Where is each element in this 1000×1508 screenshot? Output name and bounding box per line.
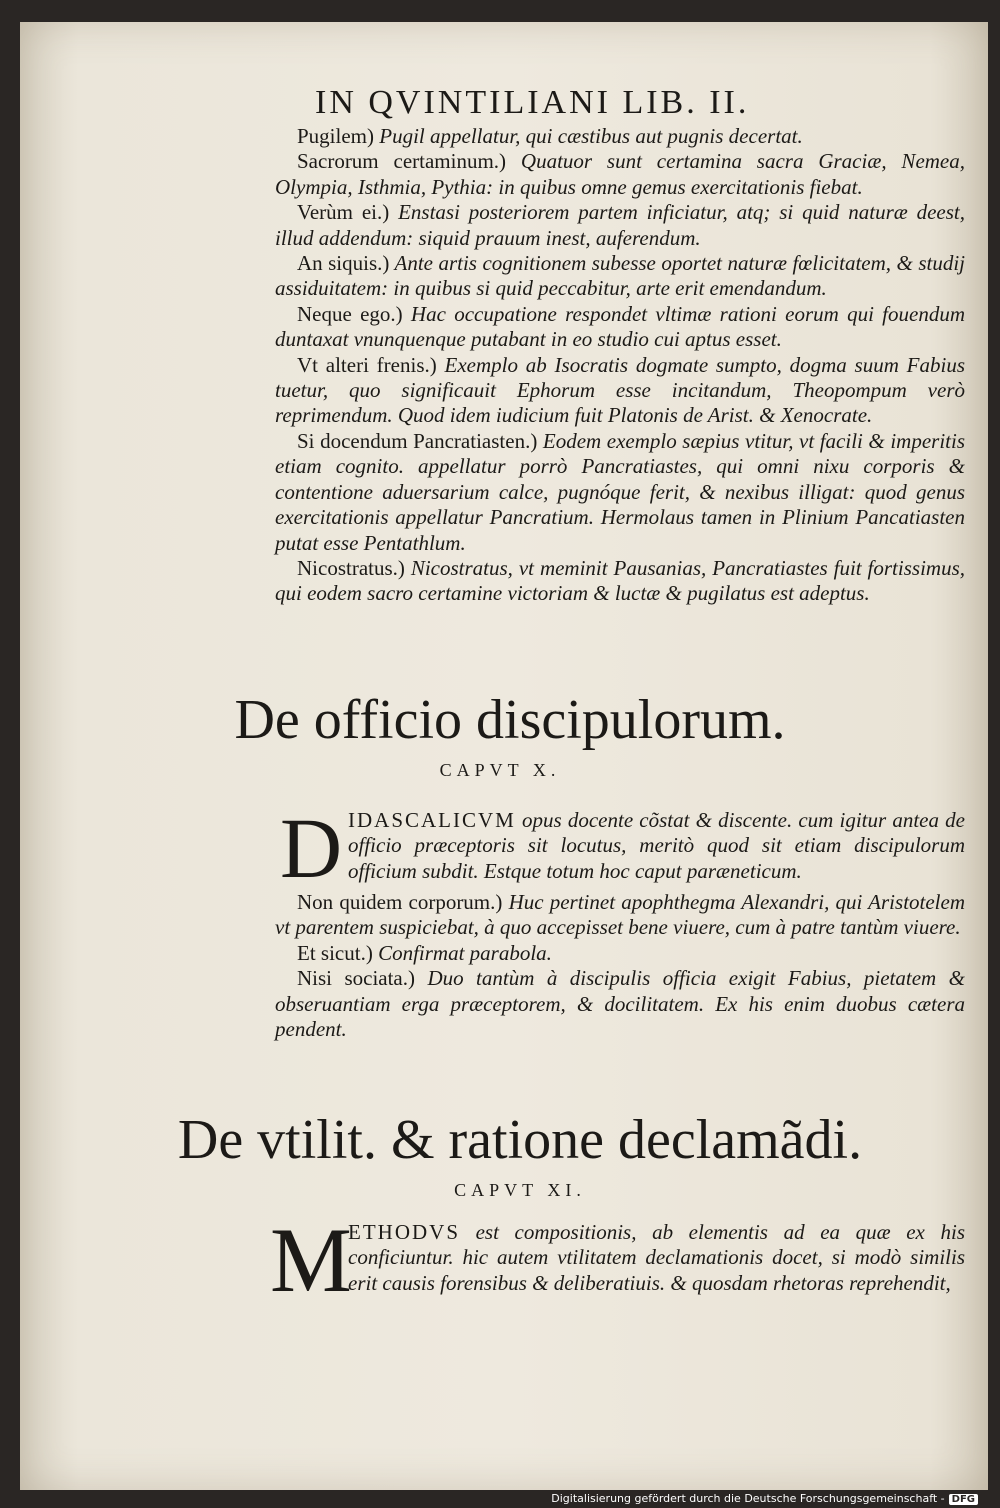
- chapter-10-dropcap: D: [280, 800, 343, 896]
- gloss-entry: [275, 124, 965, 149]
- chapter-11-opening-text: est compositionis, ab elementis ad ea quæ ex his conficiuntur. hic autem vtilitatem declamationis docet, si modò similis erit causis forensibus & deliberatiuis. & quosdam rhetoras reprehendit,: [348, 1220, 965, 1295]
- chapter-10-opening-text: opus docente cõstat & discente. cum igitur antea de officio præceptoris sit locutus, meritò quod sit etiam discipulorum officium subdit. Estque totum hoc caput paræneticum.: [348, 808, 965, 883]
- gloss-entry: [275, 251, 965, 302]
- credit-text: Digitalisierung gefördert durch die Deutsche Forschungsgemeinschaft -: [551, 1492, 945, 1505]
- gloss-entry: [275, 200, 965, 251]
- chapter-11-opening: [348, 1220, 965, 1296]
- lemma: Et sicut.): [297, 940, 373, 965]
- lemma: Neque ego.): [297, 301, 403, 326]
- chapter-10-opening-caps: IDASCALICVM: [348, 808, 516, 832]
- gloss-entry: [275, 941, 965, 966]
- gloss-entry: [275, 149, 965, 200]
- gloss-text: Hac occupatione respondet vltimæ rationi eorum qui fouendum duntaxat vnunquenque putabant in eo studio cui aptus esset.: [275, 301, 965, 352]
- gloss-entry: [275, 302, 965, 353]
- lemma: Non quidem corporum.): [297, 890, 503, 914]
- gloss-text: Huc pertinet apophthegma Alexandri, qui Aristotelem vt parentem suspiciebat, à quo accepisset bene viuere, cum à patre tantùm viuere.: [275, 890, 965, 940]
- gloss-entry: [275, 890, 965, 941]
- gloss-entry: [275, 966, 965, 1042]
- chapter-10-opening: [348, 808, 965, 884]
- gloss-text: Ante artis cognitionem subesse oportet naturæ fœlicitatem, & studij assiduitatem: in quibus si quid peccabitur, arte erit emendandum.: [275, 251, 965, 301]
- chapter-10-notes: [275, 890, 965, 1042]
- running-title: IN QVINTILIANI LIB. II.: [315, 84, 750, 121]
- lemma: Nisi sociata.): [297, 966, 415, 991]
- lemma: Nicostratus.): [297, 555, 405, 580]
- gloss-text: Exemplo ab Isocratis dogmate sumpto, dogma suum Fabius tuetur, quo significauit Ephorum esse incitandum, Theopompum verò reprimendum. Quod idem iudicium fuit Platonis de Arist. & Xenocrate.: [275, 352, 965, 428]
- commentary-block: [275, 124, 965, 607]
- chapter-10-title: De officio discipulorum.: [234, 689, 786, 751]
- chapter-11-dropcap: M: [270, 1209, 352, 1311]
- lemma: Pugilem): [297, 124, 374, 148]
- digitization-credit: [551, 1492, 978, 1505]
- chapter-11-opening-caps: ETHODVS: [348, 1220, 460, 1244]
- gloss-text: Pugil appellatur, qui cæstibus aut pugnis decertat.: [374, 124, 803, 148]
- chapter-11-caput: CAPVT XI.: [454, 1180, 586, 1200]
- gloss-text: Nicostratus, vt meminit Pausanias, Pancratiastes fuit fortissimus, qui eodem sacro certamine victoriam & luctæ & pugilatus est adeptus.: [275, 555, 965, 606]
- gloss-text: Duo tantùm à discipulis officia exigit Fabius, pietatem & obseruantiam erga præceptorem, & docilitatem. Ex his enim duobus cætera pendent.: [275, 966, 965, 1042]
- gloss-text: Eodem exemplo sæpius vtitur, vt facili & imperitis etiam cognito. appellatur porrò Pancratiastes, qui omni nixu corporis & contentione aduersarium calce, pugnóque ferit, & nexibus illigat: quod genus exercitationis appellatur Pancratium. Hermolaus tamen in Plinium Pancatiasten putat esse Pentathlum.: [275, 428, 965, 555]
- gloss-text: Quatuor sunt certamina sacra Graciæ, Nemea, Olympia, Isthmia, Pythia: in quibus omne gemus exercitationis fiebat.: [275, 149, 965, 199]
- lemma: Si docendum Pancratiasten.): [297, 428, 538, 453]
- lemma: Sacrorum certaminum.): [297, 149, 507, 174]
- lemma: An siquis.): [297, 251, 390, 276]
- gloss-entry: [275, 429, 965, 556]
- chapter-11-title: De vtilit. & ratione declamãdi.: [177, 1109, 863, 1171]
- lemma: Verùm ei.): [297, 200, 390, 225]
- lemma: Vt alteri frenis.): [297, 352, 437, 377]
- gloss-entry: [275, 556, 965, 607]
- gloss-text: Enstasi posteriorem partem inficiatur, atq; si quid naturæ deest, illud addendum: siquid prauum inest, auferendum.: [275, 200, 966, 250]
- dfg-logo: DFG: [949, 1494, 978, 1505]
- chapter-10-caput: CAPVT X.: [439, 760, 561, 780]
- gloss-text: Confirmat parabola.: [372, 940, 552, 965]
- gloss-entry: [275, 353, 965, 429]
